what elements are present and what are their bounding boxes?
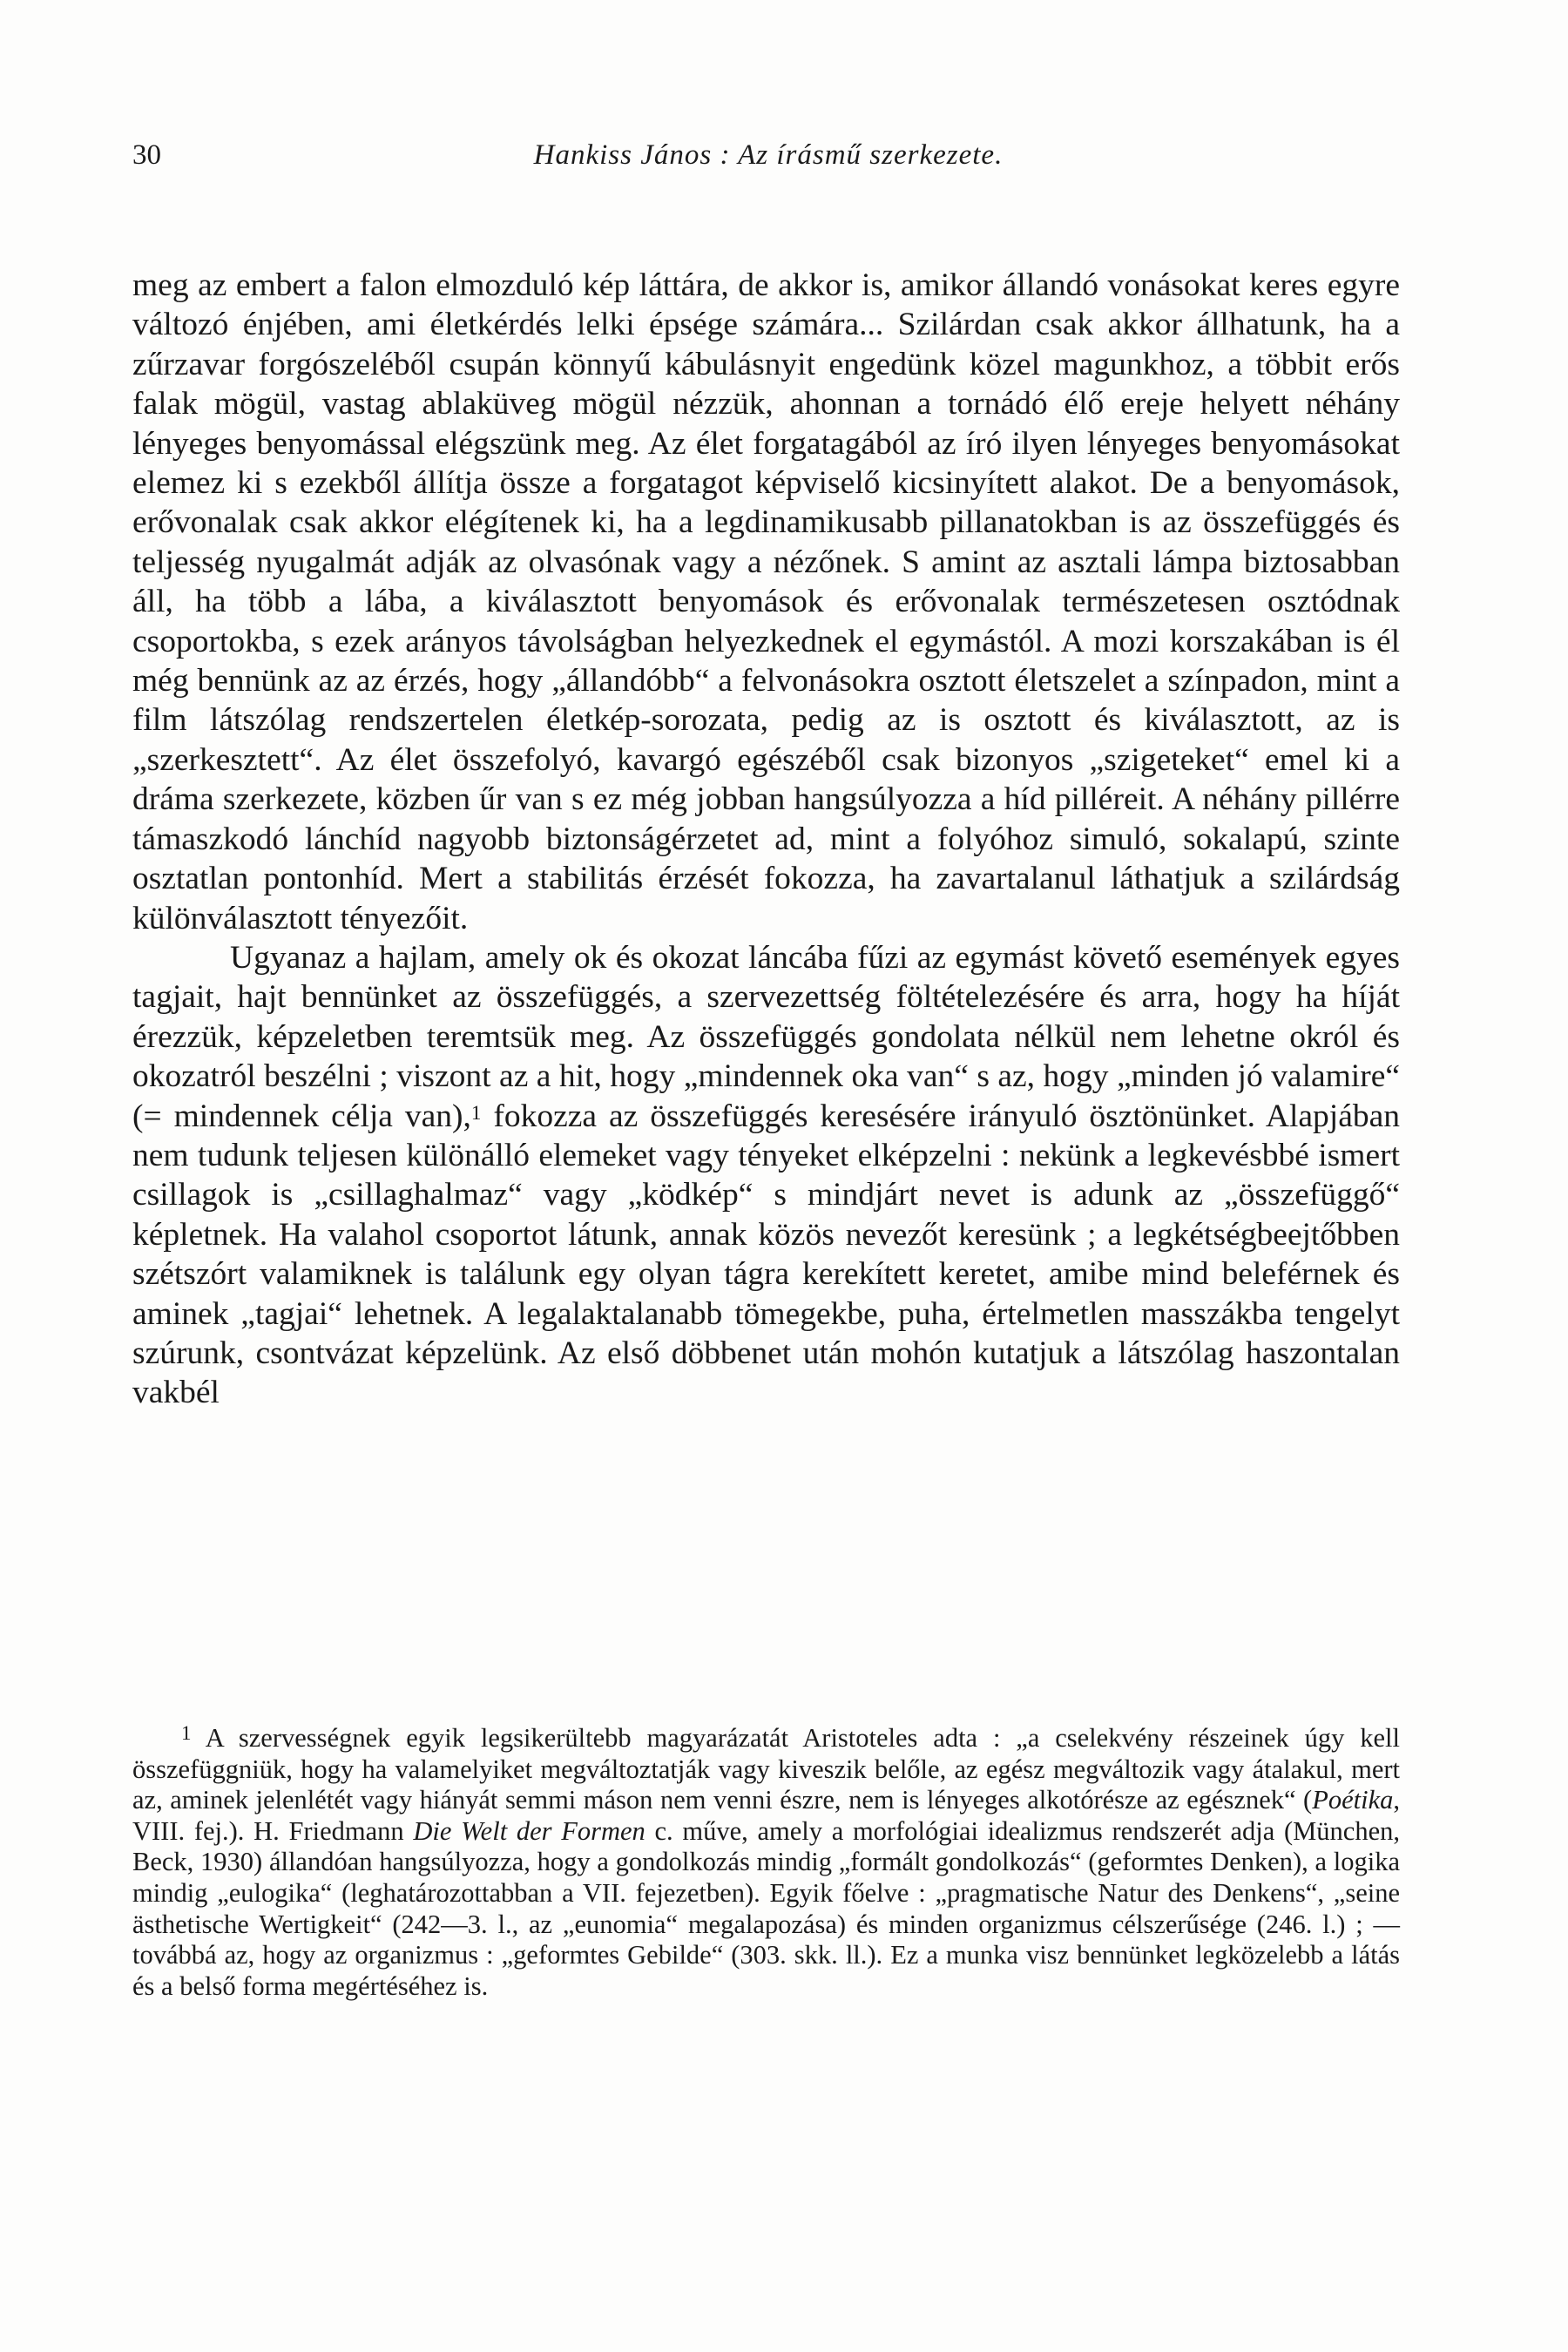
footnote-work-title: Poétika xyxy=(1312,1785,1394,1815)
body-text xyxy=(132,266,1400,1413)
footnote-reference: 1 xyxy=(470,1101,482,1124)
footnote-text: c. műve, amely a morfológiai idealizmus rendszerét adja (München, Beck, 1930) állandóan hangsúlyozza, hogy a gondolkozás mindig „formált gondolkozás“ (geformtes Denken), a logika mindig „eulogika“ (leghatározottabban a VII. fejezetben). Egyik főelve : „pragmatische Natur des Denkens“, „seine ästhetische Wertigkeit“ (242—3. l., az „eunomia“ megalapozása) és minden organizmus célszerűsége (246. l.) ; — továbbá az, hogy az organizmus : „geformtes Gebilde“ (303. skk. ll.). Ez a munka visz bennünket legközelebb a látás és a belső forma megértéséhez is. xyxy=(132,1815,1400,2001)
paragraph xyxy=(132,938,1400,1413)
footnote-work-title: Die Welt der Formen xyxy=(413,1815,645,1846)
running-head xyxy=(132,139,1404,178)
paragraph-text: Ugyanaz a hajlam, amely ok és okozat láncába fűzi az egymást követő események egyes tagjait, hajt bennünket az összefüggés, a szervezettség föltételezésére és arra, hogy ha híját érezzük, képzeletben teremtsük meg. Az összefüggés gondolata nélkül nem lehetne okról és okozatról beszélni ; viszont az a hit, hogy „mindennek oka van“ s az, hogy „minden jó valamire“ (= mindennek célja van), xyxy=(132,939,1400,1134)
paragraph-text: meg az embert a falon elmozduló kép láttára, de akkor is, amikor állandó vonásokat keres egyre változó énjében, ami életkérdés lelki épsége számára... Szilárdan csak akkor állhatunk, ha a zűrzavar forgószeléből csupán könnyű kábulásnyit engedünk közel magunkhoz, a többit erős falak mögül, vastag ablaküveg mögül nézzük, ahonnan a tornádó élő ereje helyett néhány lényeges benyomással elégszünk meg. Az élet forgatagából az író ilyen lényeges benyomásokat elemez ki s ezekből állítja össze a forgatagot képviselő kicsinyített alakot. De a benyomások, erővonalak csak akkor elégítenek ki, ha a legdinamikusabb pillanatokban is az összefüggés és teljesség nyugalmát adják az olvasónak vagy a nézőnek. S amint az asztali lámpa biztosabban áll, ha több a lába, a kiválasztott benyomások és erővonalak természetesen osztódnak csoportokba, s ezek arányos távolságban helyezkednek el egymástól. A mozi korszakában is él még bennünk az az érzés, hogy „állandóbb“ a felvonásokra osztott életszelet a színpadon, mint a film látszólag rendszertelen életkép-sorozata, pedig az is osztott és kiválasztott, az is „szerkesztett“. Az élet összefolyó, kavargó egészéből csak bizonyos „szigeteket“ emel ki a dráma szerkezete, közben űr van s ez még jobban hangsúlyozza a híd pilléreit. A néhány pillérre támaszkodó lánchíd nagyobb biztonságérzetet ad, mint a folyóhoz simuló, sokalapú, szinte osztatlan pontonhíd. Mert a stabilitás érzését fokozza, ha zavartalanul láthatjuk a szilárdság különválasztott tényezőit. xyxy=(132,267,1400,936)
paragraph xyxy=(132,266,1400,938)
footnote-text: A szervességnek egyik legsikerültebb magyarázatát Aristoteles adta : „a cselekvény részeinek úgy kell összefüggniük, hogy ha valamelyiket megváltoztatják vagy kiveszik belőle, az egész megváltozik vagy átalakul, mert az, aminek jelenlétét vagy hiányát semmi máson nem venni észre, nem is lényeges alkotórésze az egésznek“ ( xyxy=(132,1723,1400,1815)
footnote-text: , VIII. fej.). H. Friedmann xyxy=(132,1785,1400,1846)
paragraph-text: fokozza az összefüggés keresésére irányuló ösztönünket. Alapjában nem tudunk teljesen különálló elemeket vagy tényeket elképzelni : nekünk a legkevésbbé ismert csillagok is „csillaghalmaz“ vagy „ködkép“ s mindjárt nevet is adunk az „összefüggő“ képletnek. Ha valahol csoportot látunk, annak közös nevezőt keresünk ; a legkétségbeejtőbben szétszórt valamiknek is találunk egy olyan tágra kerekített keretet, amibe mind beleférnek és aminek „tagjai“ lehetnek. A legalaktalanabb tömegekbe, puha, értelmetlen masszákba tengelyt szúrunk, csontvázat képzelünk. Az első döbbenet után mohón kutatjuk a látszólag haszontalan vakbél xyxy=(132,1098,1400,1411)
footnote-mark: 1 xyxy=(181,1722,192,1744)
running-title: Hankiss János : Az írásmű szerkezete. xyxy=(533,139,1004,171)
page-number: 30 xyxy=(132,139,161,171)
footnote xyxy=(132,1723,1400,2002)
